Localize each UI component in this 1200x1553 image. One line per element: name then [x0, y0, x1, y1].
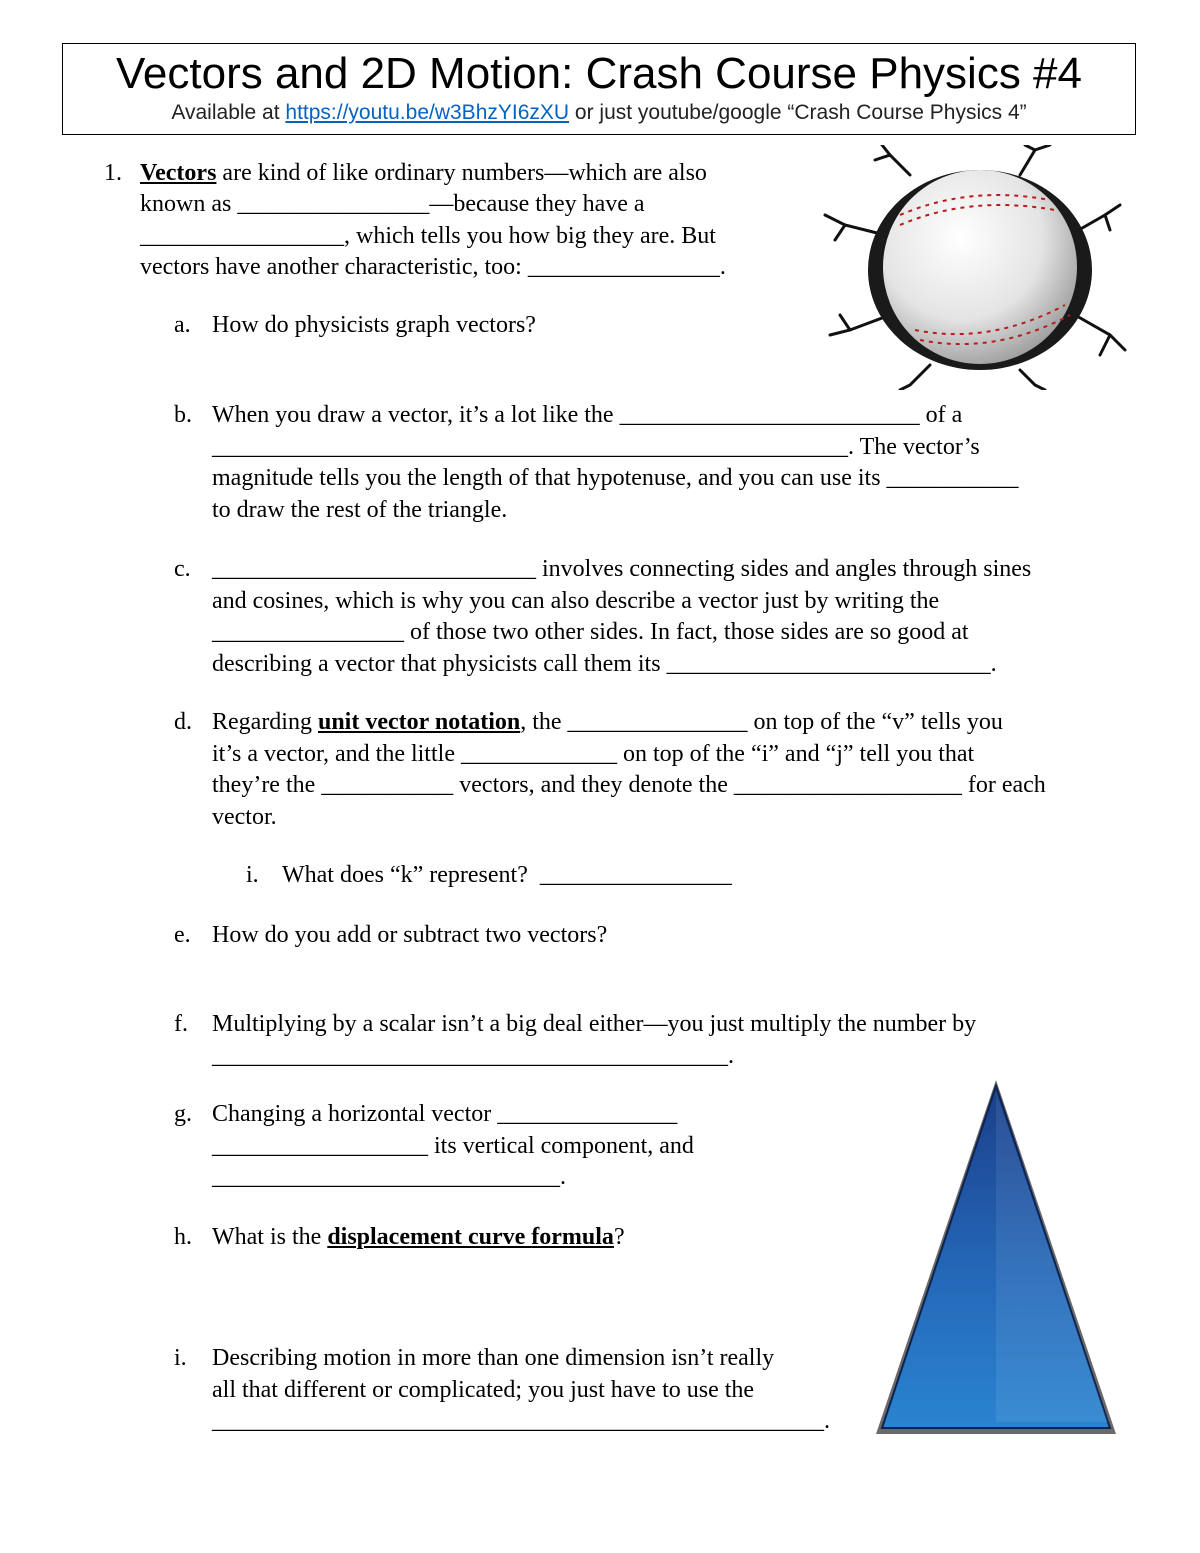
d-text-6: they’re the	[212, 772, 322, 798]
d-text-9: vector.	[212, 803, 277, 830]
b-text-2: of a	[919, 402, 963, 428]
blank-c1[interactable]: ___________________________	[212, 556, 536, 582]
q1-text-5: vectors have another characteristic, too:	[140, 253, 528, 280]
question-1	[140, 158, 810, 283]
blank-d4[interactable]: ___________________	[733, 772, 962, 798]
question-1-number: 1.	[104, 160, 122, 186]
d-text-4: it’s a vector, and the little	[212, 740, 461, 767]
item-h-label: h.	[174, 1224, 192, 1250]
f-text-2: .	[728, 1042, 734, 1069]
page-title: Vectors and 2D Motion: Crash Course Physics #4	[115, 49, 1082, 98]
h-text-1: What is the	[212, 1224, 328, 1250]
d-text-5: on top of the “i” and “j” tell you that	[616, 740, 975, 767]
item-d-text	[212, 707, 1132, 833]
blank-magnitude[interactable]: _________________	[140, 222, 344, 249]
blue-triangle-image	[868, 1072, 1124, 1444]
item-i-label: i.	[174, 1345, 187, 1371]
item-i-text	[212, 1343, 862, 1438]
c-text-4: describing a vector that physicists call them its	[212, 650, 667, 677]
blank-d2[interactable]: _____________	[460, 740, 617, 767]
h-text-2: ?	[613, 1224, 625, 1250]
blank-i1[interactable]: ___________________________________________________	[212, 1408, 824, 1434]
available-prefix: Available at	[171, 101, 286, 124]
item-f-text	[212, 1009, 1132, 1072]
blank-b1[interactable]: _________________________	[619, 402, 920, 428]
item-b-text	[212, 400, 1132, 526]
q1-text-3: —because they have a	[429, 191, 645, 218]
q1-text-4: , which tells you how big they are. But	[344, 222, 716, 249]
b-text-1: When you draw a vector, it’s a lot like the	[212, 402, 620, 428]
item-c-text	[212, 554, 1132, 680]
c-text-5: .	[990, 650, 997, 677]
item-b-label: b.	[174, 402, 192, 428]
blank-g1[interactable]: _______________	[497, 1101, 678, 1127]
item-f-label: f.	[174, 1011, 188, 1037]
b-text-4: magnitude tells you the length of that hypotenuse, and you can use its	[212, 465, 887, 491]
blank-b3[interactable]: ___________	[886, 465, 1019, 491]
blank-scalars[interactable]: ________________	[237, 191, 430, 218]
c-text-3: of those two other sides. In fact, those sides are so good at	[404, 619, 969, 645]
blank-f1[interactable]: ___________________________________________	[212, 1042, 728, 1069]
blank-b2[interactable]: _____________________________________________________	[212, 433, 848, 460]
d-text-2: , the	[520, 709, 568, 735]
blank-g2[interactable]: __________________	[212, 1132, 428, 1159]
item-a-label: a.	[174, 312, 191, 338]
video-link[interactable]: https://youtu.be/w3BhzYI6zXU	[285, 101, 570, 124]
item-c-label: c.	[174, 556, 191, 582]
blank-d1[interactable]: _______________	[567, 709, 748, 735]
source-line	[63, 100, 1135, 126]
blank-d-i[interactable]: ________________	[539, 862, 732, 888]
displacement-curve-formula-term: displacement curve formula	[327, 1224, 614, 1250]
item-g-label: g.	[174, 1101, 192, 1127]
item-e-text: How do you add or subtract two vectors?	[212, 922, 608, 948]
g-text-1: Changing a horizontal vector	[212, 1101, 498, 1127]
b-text-5: to draw the rest of the triangle.	[212, 496, 508, 523]
q1-text-1: are kind of like ordinary numbers—which are also	[216, 160, 707, 186]
blank-c3[interactable]: ___________________________	[666, 650, 991, 677]
blank-c2[interactable]: ________________	[212, 619, 404, 645]
d-text-1: Regarding	[212, 709, 318, 735]
vectors-term: Vectors	[140, 160, 217, 186]
f-text-1: Multiplying by a scalar isn’t a big deal either—you just multiply the number by	[212, 1011, 977, 1037]
d-i-text: What does “k” represent?	[282, 862, 540, 888]
i-text-3: .	[824, 1408, 830, 1434]
item-d-i-text	[282, 860, 732, 892]
unit-vector-notation-term: unit vector notation	[317, 709, 521, 735]
d-text-3: on top of the “v” tells you	[747, 709, 1003, 735]
d-text-7: vectors, and they denote the	[453, 772, 734, 798]
header-box	[62, 43, 1136, 135]
item-d-label: d.	[174, 709, 192, 735]
baseball-crack-image	[820, 145, 1130, 390]
d-text-8: for each	[961, 772, 1046, 798]
i-text-2: all that different or complicated; you just have to use the	[212, 1376, 755, 1403]
item-d-i-label: i.	[246, 862, 259, 888]
blank-g3[interactable]: _____________________________	[212, 1164, 560, 1190]
q1-text-6: .	[719, 253, 726, 280]
item-e-label: e.	[174, 922, 191, 948]
c-text-1: involves connecting sides and angles through sines	[536, 556, 1032, 582]
blank-d3[interactable]: ___________	[321, 772, 454, 798]
blank-direction[interactable]: ________________	[527, 253, 720, 280]
item-a-text: How do physicists graph vectors?	[212, 312, 536, 338]
item-g-text	[212, 1099, 852, 1194]
b-text-3: . The vector’s	[848, 433, 980, 460]
available-suffix: or just youtube/google “Crash Course Physics 4”	[569, 101, 1027, 124]
g-text-2: its vertical component, and	[428, 1132, 694, 1159]
i-text-1: Describing motion in more than one dimension isn’t really	[212, 1345, 775, 1371]
c-text-2: and cosines, which is why you can also describe a vector just by writing the	[212, 587, 940, 614]
g-text-3: .	[560, 1164, 566, 1190]
q1-text-2: known as	[140, 191, 238, 218]
